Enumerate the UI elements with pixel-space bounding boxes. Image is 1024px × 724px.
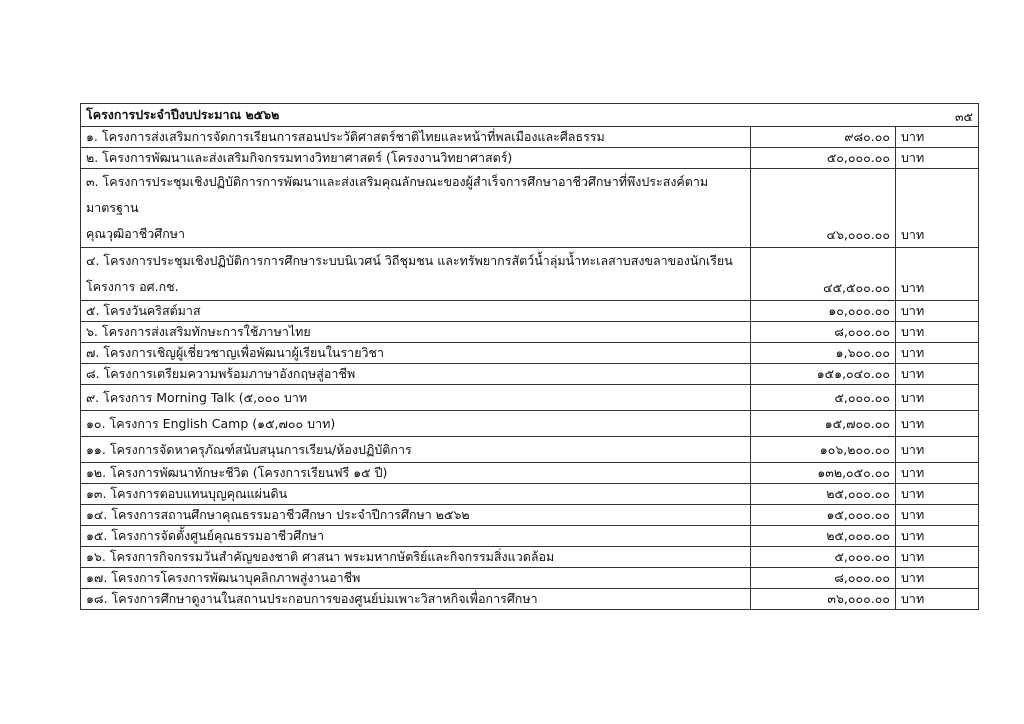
project-name: ๑๘. โครงการศึกษาดูงานในสถานประกอบการของศูนย์บ่มเพาะวิสาหกิจเพื่อการศึกษา bbox=[81, 589, 751, 610]
table-row bbox=[81, 343, 979, 364]
project-amount: ๔๖,๐๐๐.๐๐ bbox=[751, 169, 896, 248]
table-row bbox=[81, 589, 979, 610]
table-row bbox=[81, 127, 979, 148]
currency-unit: บาท bbox=[896, 484, 979, 505]
currency-unit: บาท bbox=[896, 148, 979, 169]
project-name-line: ๓. โครงการประชุมเชิงปฏิบัติการการพัฒนาและส่งเสริมคุณลักษณะของผู้สำเร็จการศึกษาอาชีวศึกษาที่พึงประสงค์ตามมาตรฐาน bbox=[86, 174, 709, 215]
project-name: ๙. โครงการ Morning Talk (๕,๐๐๐ บาท bbox=[81, 385, 751, 411]
project-name bbox=[81, 169, 751, 248]
table-row bbox=[81, 568, 979, 589]
currency-unit: บาท bbox=[896, 547, 979, 568]
project-name: ๗. โครงการเชิญผู้เชี่ยวชาญเพื่อพัฒนาผู้เรียนในรายวิชา bbox=[81, 343, 751, 364]
project-amount: ๑๕,๐๐๐.๐๐ bbox=[751, 505, 896, 526]
project-amount: ๕,๐๐๐.๐๐ bbox=[751, 547, 896, 568]
project-amount: ๙๘๐.๐๐ bbox=[751, 127, 896, 148]
table-row bbox=[81, 364, 979, 385]
project-name-line: ๔. โครงการประชุมเชิงปฏิบัติการการศึกษาระบบนิเวศน์ วิถีชุมชน และทรัพยากรสัตว์น้ำลุ่มน้ำทะเลสาบสงขลาของนักเรียน bbox=[86, 253, 733, 268]
budget-table bbox=[80, 103, 979, 610]
project-name: ๘. โครงการเตรียมความพร้อมภาษาอังกฤษสู่อาชีพ bbox=[81, 364, 751, 385]
project-amount: ๑,๖๐๐.๐๐ bbox=[751, 343, 896, 364]
project-name: ๑๑. โครงการจัดหาครุภัณฑ์สนับสนุนการเรียน/ห้องปฏิบัติการ bbox=[81, 437, 751, 463]
currency-unit: บาท bbox=[896, 568, 979, 589]
currency-unit: บาท bbox=[896, 364, 979, 385]
project-amount: ๑๕,๗๐๐.๐๐ bbox=[751, 411, 896, 437]
project-name: ๑๓. โครงการตอบแทนบุญคุณแผ่นดิน bbox=[81, 484, 751, 505]
currency-unit: บาท bbox=[896, 463, 979, 484]
table-row bbox=[81, 505, 979, 526]
project-name-line: โครงการ อศ.กช. bbox=[86, 279, 179, 294]
project-amount: ๓๖,๐๐๐.๐๐ bbox=[751, 589, 896, 610]
currency-unit: บาท bbox=[896, 127, 979, 148]
table-title-row bbox=[81, 104, 979, 127]
table-row bbox=[81, 437, 979, 463]
project-name: ๑๒. โครงการพัฒนาทักษะชีวิต (โครงการเรียนฟรี ๑๕ ปี) bbox=[81, 463, 751, 484]
project-amount: ๘,๐๐๐.๐๐ bbox=[751, 322, 896, 343]
table-row bbox=[81, 484, 979, 505]
document-page bbox=[80, 103, 978, 610]
table-row bbox=[81, 463, 979, 484]
currency-unit: บาท bbox=[896, 437, 979, 463]
project-name: ๑๗. โครงการโครงการพัฒนาบุคลิกภาพสู่งานอาชีพ bbox=[81, 568, 751, 589]
project-name: ๑. โครงการส่งเสริมการจัดการเรียนการสอนประวัติศาสตร์ชาติไทยและหน้าที่พลเมืองและศีลธรรม bbox=[81, 127, 751, 148]
project-name: ๑๐. โครงการ English Camp (๑๕,๗๐๐ บาท) bbox=[81, 411, 751, 437]
project-amount: ๘,๐๐๐.๐๐ bbox=[751, 568, 896, 589]
table-row bbox=[81, 322, 979, 343]
table-row bbox=[81, 526, 979, 547]
currency-unit: บาท bbox=[896, 343, 979, 364]
table-title-cell bbox=[81, 104, 979, 127]
project-name: ๑๔. โครงการสถานศึกษาคุณธรรมอาชีวศึกษา ประจำปีการศึกษา ๒๕๖๒ bbox=[81, 505, 751, 526]
project-amount: ๑๕๑,๐๔๐.๐๐ bbox=[751, 364, 896, 385]
table-row bbox=[81, 411, 979, 437]
project-amount: ๕๐,๐๐๐.๐๐ bbox=[751, 148, 896, 169]
table-row bbox=[81, 385, 979, 411]
project-amount: ๑๐๖,๒๐๐.๐๐ bbox=[751, 437, 896, 463]
table-row bbox=[81, 547, 979, 568]
project-name: ๑๕. โครงการจัดตั้งศูนย์คุณธรรมอาชีวศึกษา bbox=[81, 526, 751, 547]
table-row bbox=[81, 148, 979, 169]
page-number: ๓๕ bbox=[954, 109, 973, 124]
currency-unit: บาท bbox=[896, 169, 979, 248]
currency-unit: บาท bbox=[896, 411, 979, 437]
project-name: ๒. โครงการพัฒนาและส่งเสริมกิจกรรมทางวิทยาศาสตร์ (โครงงานวิทยาศาสตร์) bbox=[81, 148, 751, 169]
project-amount: ๕,๐๐๐.๐๐ bbox=[751, 385, 896, 411]
currency-unit: บาท bbox=[896, 505, 979, 526]
project-amount: ๔๕,๕๐๐.๐๐ bbox=[751, 248, 896, 301]
currency-unit: บาท bbox=[896, 301, 979, 322]
project-name: ๖. โครงการส่งเสริมทักษะการใช้ภาษาไทย bbox=[81, 322, 751, 343]
project-name-line: คุณวุฒิอาชีวศึกษา bbox=[86, 226, 186, 241]
project-amount: ๑๓๒,๐๕๐.๐๐ bbox=[751, 463, 896, 484]
project-name: ๕. โครงวันคริสต์มาส bbox=[81, 301, 751, 322]
project-amount: ๑๐,๐๐๐.๐๐ bbox=[751, 301, 896, 322]
table-title: โครงการประจำปีงบประมาณ ๒๕๖๒ bbox=[86, 107, 280, 122]
currency-unit: บาท bbox=[896, 385, 979, 411]
project-name: ๑๖. โครงการกิจกรรมวันสำคัญของชาติ ศาสนา พระมหากษัตริย์และกิจกรรมสิ่งแวดล้อม bbox=[81, 547, 751, 568]
project-amount: ๒๕,๐๐๐.๐๐ bbox=[751, 484, 896, 505]
project-amount: ๒๕,๐๐๐.๐๐ bbox=[751, 526, 896, 547]
table-row bbox=[81, 301, 979, 322]
project-name bbox=[81, 248, 751, 301]
currency-unit: บาท bbox=[896, 248, 979, 301]
table-row bbox=[81, 169, 979, 248]
currency-unit: บาท bbox=[896, 526, 979, 547]
currency-unit: บาท bbox=[896, 322, 979, 343]
table-row bbox=[81, 248, 979, 301]
currency-unit: บาท bbox=[896, 589, 979, 610]
